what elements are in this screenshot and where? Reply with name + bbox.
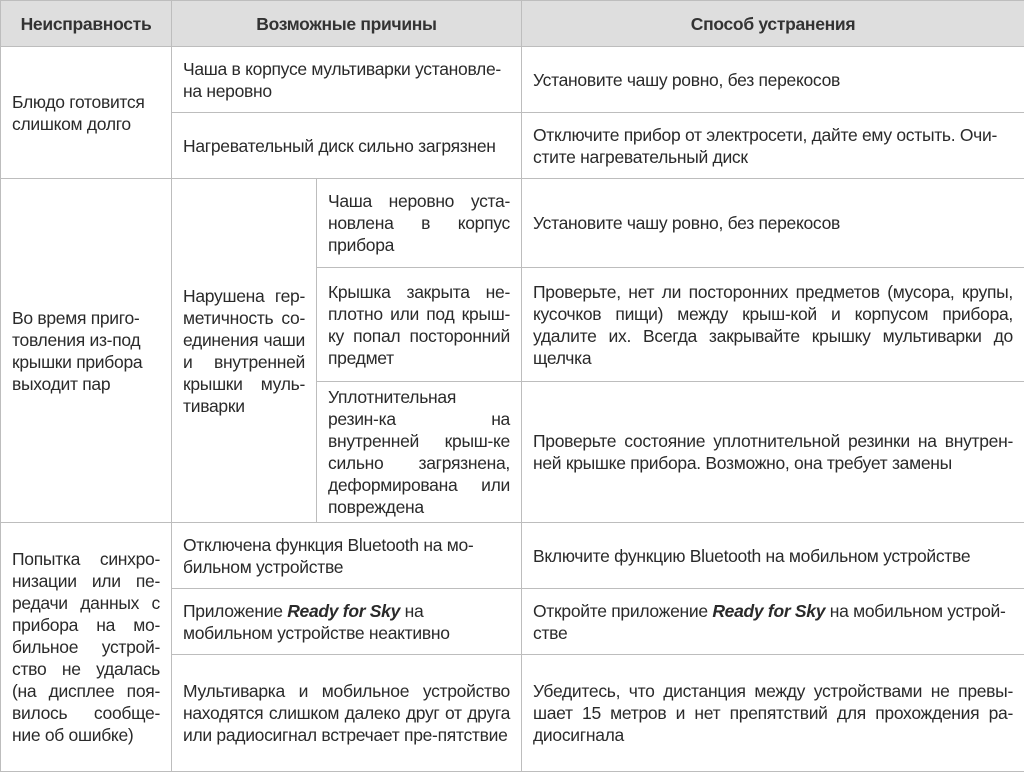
table-row bbox=[1, 47, 1024, 113]
cause-cell: Нагревательный диск сильно загрязнен bbox=[172, 113, 522, 179]
cause-detail-cell: Уплотнительная резин-ка на внутренней крыш-ке сильно загрязнена, деформирована или повреждена bbox=[317, 382, 522, 523]
cause-text-pre: Приложение bbox=[183, 601, 287, 621]
remedy-text-post: на мобильном устрой-стве bbox=[533, 601, 1006, 643]
app-name: Ready for Sky bbox=[712, 601, 825, 621]
problem-cell: Во время приго-товления из-под крышки прибора выходит пар bbox=[1, 179, 172, 523]
cause-cell: Мультиварка и мобильное устройство находятся слишком далеко друг от друга или радиосигнал встречает пре-пятствие bbox=[172, 655, 522, 772]
cause-cell bbox=[172, 589, 522, 655]
remedy-cell: Включите функцию Bluetooth на мобильном устройстве bbox=[522, 523, 1024, 589]
cause-cell: Чаша в корпусе мультиварки установле-на неровно bbox=[172, 47, 522, 113]
problem-cell: Попытка синхро-низации или пе-редачи данных с прибора на мо-бильное устрой-ство не удалась (на дисплее поя-вилось сообще-ние об ошибке) bbox=[1, 523, 172, 772]
problem-cell: Блюдо готовится слишком долго bbox=[1, 47, 172, 179]
remedy-cell: Установите чашу ровно, без перекосов bbox=[522, 47, 1024, 113]
remedy-text-pre: Откройте приложение bbox=[533, 601, 712, 621]
remedy-cell: Отключите прибор от электросети, дайте ему остыть. Очи-стите нагревательный диск bbox=[522, 113, 1024, 179]
remedy-cell: Проверьте состояние уплотнительной резинки на внутрен-ней крышке прибора. Возможно, она требует замены bbox=[522, 382, 1024, 523]
header-row bbox=[1, 1, 1024, 47]
remedy-cell: Установите чашу ровно, без перекосов bbox=[522, 179, 1024, 268]
cause-detail-cell: Чаша неровно уста-новлена в корпус прибора bbox=[317, 179, 522, 268]
remedy-cell bbox=[522, 589, 1024, 655]
cause-detail-cell: Крышка закрыта не-плотно или под крыш-ку попал посторонний предмет bbox=[317, 268, 522, 382]
header-problem: Неисправность bbox=[1, 1, 172, 47]
app-name: Ready for Sky bbox=[287, 601, 400, 621]
cause-main-cell: Нарушена гер-метичность со-единения чаши и внутренней крышки муль-тиварки bbox=[172, 179, 317, 523]
header-remedy: Способ устранения bbox=[522, 1, 1024, 47]
table-row bbox=[1, 523, 1024, 589]
remedy-cell: Убедитесь, что дистанция между устройствами не превы-шает 15 метров и нет препятствий для прохождения ра-диосигнала bbox=[522, 655, 1024, 772]
remedy-cell: Проверьте, нет ли посторонних предметов (мусора, крупы, кусочков пищи) между крыш-кой и корпусом прибора, удалите их. Всегда закрывайте крышку мультиварки до щелчка bbox=[522, 268, 1024, 382]
cause-text-post: на мобильном устройстве неактивно bbox=[183, 601, 450, 643]
table-row bbox=[1, 179, 1024, 268]
header-causes: Возможные причины bbox=[172, 1, 522, 47]
cause-cell: Отключена функция Bluetooth на мо-бильном устройстве bbox=[172, 523, 522, 589]
